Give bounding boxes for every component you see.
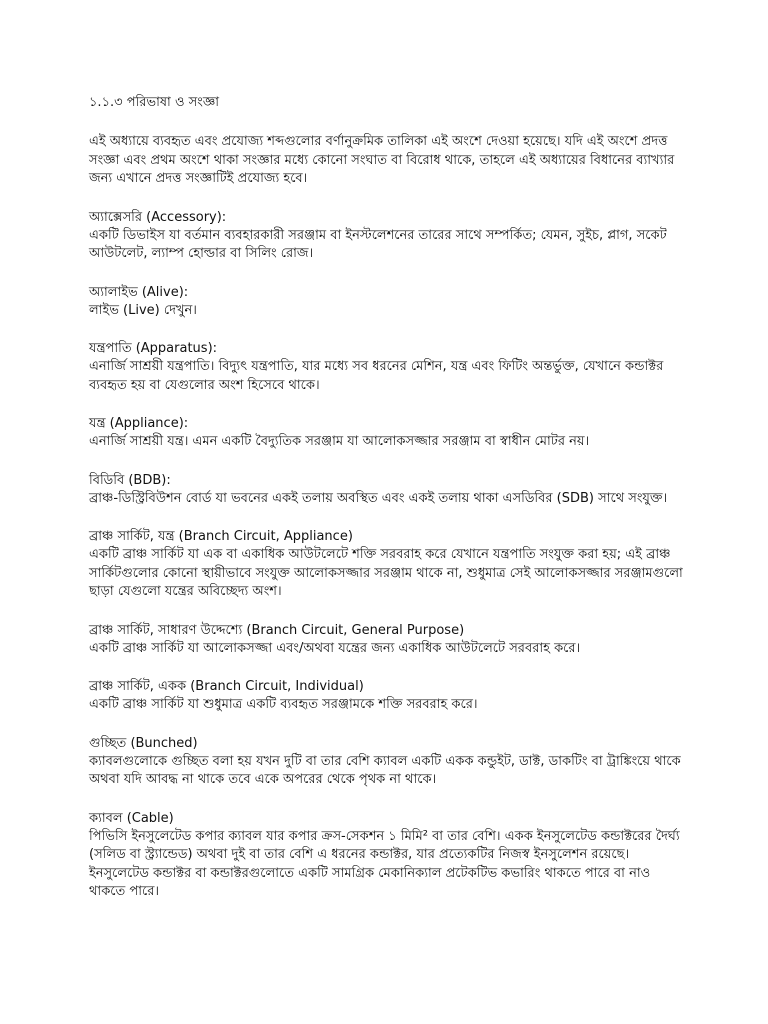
- term-appliance: [89, 415, 688, 452]
- term-title: অ্যালাইভ (Alive):: [89, 284, 189, 300]
- term-title: ক্যাবল (Cable): [89, 810, 174, 826]
- term-title: যন্ত্র (Appliance):: [89, 416, 189, 431]
- term-definition: পিভিসি ইনসুলেটেড কপার ক্যাবল যার কপার ক্রস-সেকশন ১ মিমি² বা তার বেশি। একক ইনসুলেটেড কন্ডাক্টরের দৈর্ঘ্য (সলিড বা স্ট্র্যান্ডেড) অথবা দুই বা তার বেশি এ ধরনের কন্ডাক্টর, যার প্রত্যেকটির নিজস্ব ইনসুলেশন রয়েছে। ইনসুলেটেড কন্ডাক্টর বা কন্ডাক্টরগুলোতে একটি সামগ্রিক মেকানিক্যাল প্রটেকটিভ কভারিং থাকতে পারে বা নাও থাকতে পারে।: [89, 828, 680, 899]
- term-definition: এনার্জি সাশ্রয়ী যন্ত্র। এমন একটি বৈদ্যুতিক সরঞ্জাম যা আলোকসজ্জার সরঞ্জাম বা স্বাধীন মোটর নয়।: [89, 434, 590, 449]
- intro-paragraph: এই অধ্যায়ে ব্যবহৃত এবং প্রযোজ্য শব্দগুলোর বর্ণানুক্রমিক তালিকা এই অংশে দেওয়া হয়েছে। যদি এই অংশে প্রদত্ত সংজ্ঞা এবং প্রথম অংশে থাকা সংজ্ঞার মধ্যে কোনো সংঘাত বা বিরোধ থাকে, তাহলে এই অধ্যায়ের বিধানের ব্যাখ্যার জন্য এখানে প্রদত্ত সংজ্ঞাটিই প্রযোজ্য হবে।: [89, 134, 675, 186]
- term-cable: [89, 810, 688, 902]
- term-title: যন্ত্রপাতি (Apparatus):: [89, 341, 218, 356]
- term-title: বিডিবি (BDB):: [89, 472, 171, 488]
- term-definition: এনার্জি সাশ্রয়ী যন্ত্রপাতি। বিদ্যুৎ যন্ত্রপাতি, যার মধ্যে সব ধরনের মেশিন, যন্ত্র এবং ফিটিং অন্তর্ভুক্ত, যেখানে কন্ডাক্টর ব্যবহৃত হয় বা যেগুলোর অংশ হিসেবে থাকে।: [89, 359, 664, 393]
- term-title: গুচ্ছিত (Bunched): [89, 735, 198, 751]
- term-definition: একটি ব্রাঞ্চ সার্কিট যা এক বা একাধিক আউটলেটে শক্তি সরবরাহ করে যেখানে যন্ত্রপাতি সংযুক্ত করা হয়; এই ব্রাঞ্চ সার্কিটগুলোর কোনো স্থায়ীভাবে সংযুক্ত আলোকসজ্জার সরঞ্জাম থাকে না, শুধুমাত্র সেই আলোকসজ্জার সরঞ্জামগুলো ছাড়া যেগুলো যন্ত্রের অবিচ্ছেদ্য অংশ।: [89, 547, 683, 599]
- term-apparatus: [89, 340, 688, 395]
- term-definition: লাইভ (Live) দেখুন।: [89, 302, 197, 318]
- term-definition: একটি ব্রাঞ্চ সার্কিট যা আলোকসজ্জা এবং/অথবা যন্ত্রের জন্য একাধিক আউটলেটে সরবরাহ করে।: [89, 640, 581, 656]
- term-accessory: [89, 209, 688, 264]
- section-heading: ১.১.৩ পরিভাষা ও সংজ্ঞা: [89, 95, 220, 110]
- term-bdb: [89, 472, 688, 509]
- term-definition: একটি ডিভাইস যা বর্তমান ব্যবহারকারী সরঞ্জাম বা ইনস্টলেশনের তারের সাথে সম্পর্কিত; যেমন, সুইচ, প্লাগ, সকেট আউটলেট, ল্যাম্প হোল্ডার বা সিলিং রোজ।: [89, 227, 667, 261]
- term-title: ব্রাঞ্চ সার্কিট, একক (Branch Circuit, Individual): [89, 679, 364, 694]
- term-title: ব্রাঞ্চ সার্কিট, যন্ত্র (Branch Circuit, Appliance): [89, 529, 353, 544]
- term-definition: ক্যাবলগুলোকে গুচ্ছিত বলা হয় যখন দুটি বা তার বেশি ক্যাবল একটি একক কন্ডুইট, ডাক্ট, ডাকটিং বা ট্রাঙ্কিংয়ে থাকে অথবা যদি আবদ্ধ না থাকে তবে একে অপরের থেকে পৃথক না থাকে।: [89, 753, 681, 787]
- term-title: অ্যাক্সেসরি (Accessory):: [89, 209, 227, 225]
- term-branch-circuit-appliance: [89, 528, 688, 602]
- term-bunched: [89, 735, 688, 790]
- term-title: ব্রাঞ্চ সার্কিট, সাধারণ উদ্দেশ্যে (Branch Circuit, General Purpose): [89, 622, 465, 638]
- term-branch-circuit-general-purpose: [89, 622, 688, 659]
- term-branch-circuit-individual: [89, 678, 688, 715]
- term-definition: একটি ব্রাঞ্চ সার্কিট যা শুধুমাত্র একটি ব্যবহৃত সরঞ্জামকে শক্তি সরবরাহ করে।: [89, 697, 478, 712]
- term-definition: ব্রাঞ্চ-ডিস্ট্রিবিউশন বোর্ড যা ভবনের একই তলায় অবস্থিত এবং একই তলায় থাকা এসডিবির (SDB) সাথে সংযুক্ত।: [89, 490, 668, 506]
- term-alive: [89, 284, 688, 321]
